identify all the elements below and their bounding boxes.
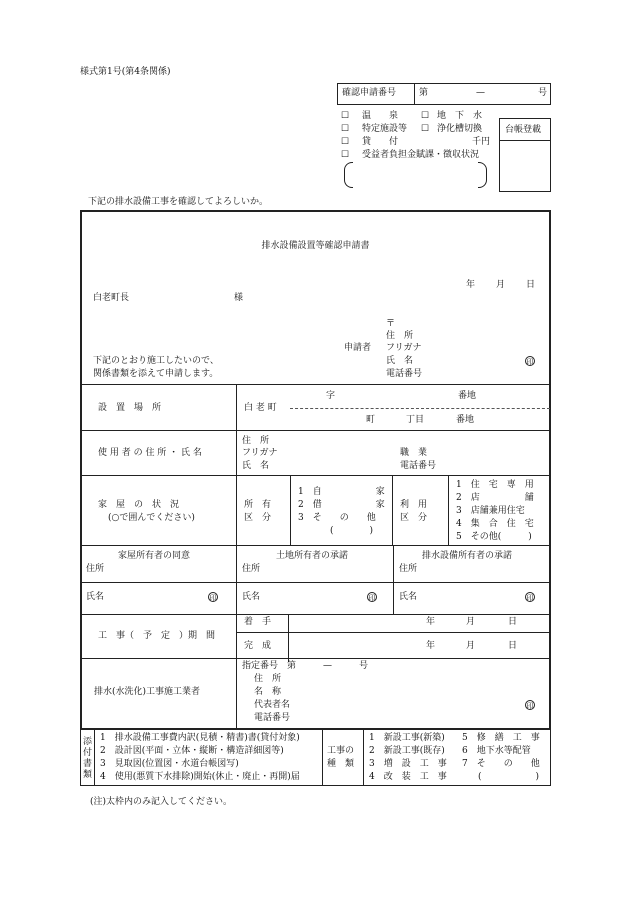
applicant-seal: 印 bbox=[526, 358, 534, 366]
period-month: 月 bbox=[466, 617, 476, 627]
form-title: 排水設備設置等確認申請書 bbox=[261, 241, 370, 251]
consent-name: 氏名 bbox=[86, 592, 105, 602]
applicant-label: 申請者 bbox=[344, 343, 372, 353]
date-day: 日 bbox=[526, 280, 536, 290]
usage-option[interactable]: 2 店 舗 bbox=[456, 493, 534, 503]
usage-label-1: 利 用 bbox=[400, 500, 428, 510]
confirm-dash: — bbox=[476, 88, 485, 98]
usage-option[interactable]: 3 店舗兼用住宅 bbox=[456, 506, 525, 516]
work-type-option[interactable]: 1 新設工事(新築) bbox=[369, 733, 445, 743]
check-item-onsen: 温 泉 bbox=[362, 111, 399, 121]
location-chome: 丁目 bbox=[406, 415, 425, 425]
consent-seal: 印 bbox=[368, 594, 376, 602]
request-line-2: 関係書類を添えて申請します。 bbox=[93, 369, 219, 379]
period-start: 着 手 bbox=[244, 617, 272, 627]
location-aza: 字 bbox=[326, 391, 336, 401]
attachment-item: 2 設計図(平面・立体・縦断・構造詳細図等) bbox=[100, 746, 284, 756]
ownership-option[interactable]: 1 自 家 bbox=[298, 487, 385, 497]
usage-option[interactable]: 4 集 合 住 宅 bbox=[456, 519, 534, 529]
ownership-label-2: 区 分 bbox=[244, 513, 272, 523]
user-phone: 電話番号 bbox=[400, 461, 437, 471]
consent-seal: 印 bbox=[209, 594, 217, 602]
check-item-senen: 千円 bbox=[472, 137, 491, 147]
attachment-item: 1 排水設備工事費内訳(見積・精書)書(貸付対象) bbox=[100, 733, 300, 743]
location-machi: 町 bbox=[366, 415, 376, 425]
work-type-option[interactable]: 2 新設工事(既存) bbox=[369, 746, 445, 756]
user-label: 使 用 者 の 住 所 ・ 氏 名 bbox=[98, 448, 202, 458]
checkbox[interactable]: ☐ bbox=[341, 150, 350, 160]
work-type-option[interactable]: 7 そ の 他 bbox=[462, 759, 540, 769]
location-banchi: 番地 bbox=[458, 391, 477, 401]
work-type-label-2: 種 類 bbox=[327, 759, 355, 769]
user-furigana: フリガナ bbox=[242, 448, 278, 458]
checkbox[interactable]: ☐ bbox=[341, 124, 350, 134]
applicant-phone: 電話番号 bbox=[386, 369, 423, 379]
checkbox[interactable]: ☐ bbox=[421, 111, 430, 121]
main-form-frame bbox=[80, 210, 551, 730]
applicant-name: 氏 名 bbox=[386, 356, 414, 366]
consent-address: 住所 bbox=[86, 564, 105, 574]
checkbox[interactable]: ☐ bbox=[341, 111, 350, 121]
contractor-address: 住 所 bbox=[254, 674, 282, 684]
date-year: 年 bbox=[466, 280, 476, 290]
consent-name: 氏名 bbox=[399, 592, 418, 602]
consent-house-owner: 家屋所有者の同意 bbox=[118, 551, 191, 561]
contractor-phone: 電話番号 bbox=[254, 713, 291, 723]
house-label: 家 屋 の 状 況 bbox=[98, 500, 180, 510]
check-item-tokutei: 特定施設等 bbox=[362, 124, 408, 134]
work-type-label-1: 工事の bbox=[327, 746, 355, 756]
confirm-number-label: 確認申請番号 bbox=[342, 88, 397, 98]
consent-seal: 印 bbox=[526, 594, 534, 602]
consent-name: 氏名 bbox=[242, 592, 261, 602]
check-item-juekisha: 受益者負担金賦課・徴収状況 bbox=[362, 150, 480, 160]
form-number: 様式第1号(第4条関係) bbox=[80, 67, 171, 77]
user-occupation: 職 業 bbox=[400, 448, 428, 458]
ownership-paren: ( ) bbox=[330, 526, 374, 536]
applicant-furigana: フリガナ bbox=[386, 343, 422, 353]
ownership-label-1: 所 有 bbox=[244, 500, 272, 510]
mayor-sama: 様 bbox=[234, 293, 244, 303]
period-month: 月 bbox=[466, 641, 476, 651]
work-type-option[interactable]: 5 修 繕 工 事 bbox=[462, 733, 540, 743]
user-address: 住 所 bbox=[242, 436, 270, 446]
consent-land-owner: 土地所有者の承諾 bbox=[276, 551, 349, 561]
contractor-seal: 印 bbox=[526, 702, 534, 710]
period-year: 年 bbox=[426, 617, 436, 627]
applicant-address: 住 所 bbox=[386, 331, 414, 341]
location-town: 白 老 町 bbox=[244, 403, 277, 413]
checkbox[interactable]: ☐ bbox=[341, 137, 350, 147]
period-day: 日 bbox=[508, 641, 518, 651]
usage-option[interactable]: 5 その他( ) bbox=[456, 532, 532, 542]
confirm-dai: 第 bbox=[419, 88, 429, 98]
check-item-kashitsuke: 貸 付 bbox=[362, 137, 399, 147]
work-type-option[interactable]: 4 改 装 工 事 bbox=[369, 772, 447, 782]
contractor-label: 排水(水洗化)工事施工業者 bbox=[94, 687, 201, 697]
footer-note: (注)太枠内のみ記入してください。 bbox=[90, 797, 233, 807]
period-day: 日 bbox=[508, 617, 518, 627]
attachment-item: 4 使用(悪質下水排除)開始(休止・廃止・再開)届 bbox=[100, 772, 300, 782]
check-item-groundwater: 地 下 水 bbox=[437, 111, 483, 121]
ownership-option[interactable]: 2 借 家 bbox=[298, 500, 385, 510]
attachments-label: 書 bbox=[83, 759, 93, 769]
attachments-label: 添 bbox=[83, 737, 93, 747]
period-label: 工 事（ 予 定 ）期 間 bbox=[98, 631, 216, 641]
consent-facility-owner: 排水設備所有者の承諾 bbox=[422, 551, 513, 561]
confirm-go: 号 bbox=[538, 88, 548, 98]
location-label: 設 置 場 所 bbox=[98, 403, 162, 413]
contractor-rep: 代表者名 bbox=[254, 700, 291, 710]
attachment-item: 3 見取図(位置図・水道台帳図写) bbox=[100, 759, 239, 769]
intro-text: 下記の排水設備工事を確認してよろしいか。 bbox=[88, 197, 269, 207]
location-banchi2: 番地 bbox=[456, 415, 475, 425]
consent-address: 住所 bbox=[242, 564, 261, 574]
attachments-label: 類 bbox=[83, 770, 93, 780]
applicant-zip: 〒 bbox=[386, 319, 396, 329]
user-name: 氏 名 bbox=[242, 461, 270, 471]
attachments-label: 付 bbox=[83, 748, 93, 758]
contractor-designation: 指定番号 第 — 号 bbox=[242, 661, 369, 671]
consent-address: 住所 bbox=[399, 564, 418, 574]
request-line-1: 下記のとおり施工したいので、 bbox=[93, 356, 219, 366]
contractor-trade-name: 名 称 bbox=[254, 687, 282, 697]
house-sublabel: (○で囲んでください) bbox=[108, 513, 195, 523]
work-type-option[interactable]: 3 増 設 工 事 bbox=[369, 759, 447, 769]
usage-label-2: 区 分 bbox=[400, 513, 428, 523]
date-month: 月 bbox=[496, 280, 506, 290]
ownership-option[interactable]: 3 そ の 他 bbox=[298, 513, 376, 523]
usage-option[interactable]: 1 住 宅 専 用 bbox=[456, 480, 534, 490]
mayor-name: 白老町長 bbox=[93, 293, 130, 303]
check-item-jokaso: 浄化槽切換 bbox=[437, 124, 483, 134]
period-year: 年 bbox=[426, 641, 436, 651]
checkbox[interactable]: ☐ bbox=[421, 124, 430, 134]
daicho-label: 台帳登載 bbox=[505, 125, 542, 135]
period-finish: 完 成 bbox=[244, 641, 272, 651]
work-type-option[interactable]: 6 地下水等配管 bbox=[462, 746, 531, 756]
work-type-paren: ( ) bbox=[478, 772, 540, 782]
